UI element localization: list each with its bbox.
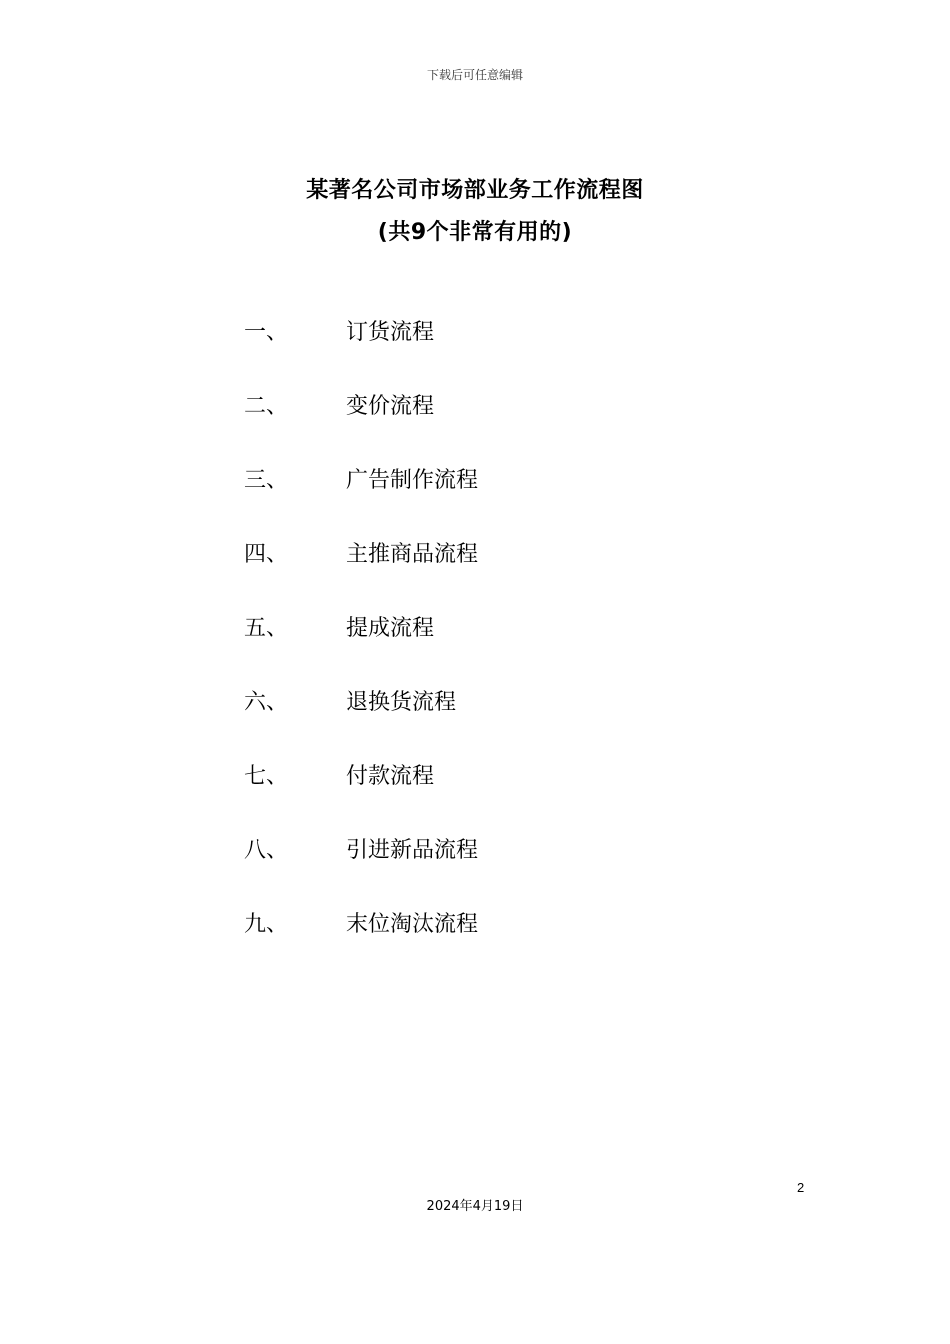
list-item-label: 付款流程 [346,764,435,789]
list-item-number: 二、 [244,394,289,419]
list-item-label: 引进新品流程 [346,838,479,863]
list-item-label: 退换货流程 [346,690,457,715]
list-item-label: 末位淘汰流程 [346,912,479,937]
list-item [244,463,764,537]
list-item-label: 主推商品流程 [346,542,479,567]
list-item [244,759,764,833]
list-item-number: 九、 [244,912,289,937]
list-item-number: 六、 [244,690,289,715]
footer-date: 2024年4月19日 [426,1199,524,1214]
process-list [244,315,764,981]
list-item [244,611,764,685]
document-title: 某著名公司市场部业务工作流程图 [306,178,644,203]
list-item-number: 五、 [244,616,289,641]
header-note: 下载后可任意编辑 [426,68,523,82]
list-item [244,907,764,981]
document-subtitle: (共9个非常有用的) [377,220,573,245]
list-item [244,833,764,907]
list-item-label: 广告制作流程 [346,468,479,493]
list-item-number: 七、 [244,764,289,789]
list-item [244,685,764,759]
list-item [244,389,764,463]
list-item-number: 四、 [244,542,289,567]
list-item [244,537,764,611]
list-item-label: 订货流程 [346,320,435,345]
list-item [244,315,764,389]
page-number: 2 [797,1180,805,1195]
list-item-label: 提成流程 [346,616,435,641]
list-item-number: 三、 [244,468,289,493]
list-item-number: 一、 [244,320,289,345]
list-item-number: 八、 [244,838,289,863]
list-item-label: 变价流程 [346,394,435,419]
